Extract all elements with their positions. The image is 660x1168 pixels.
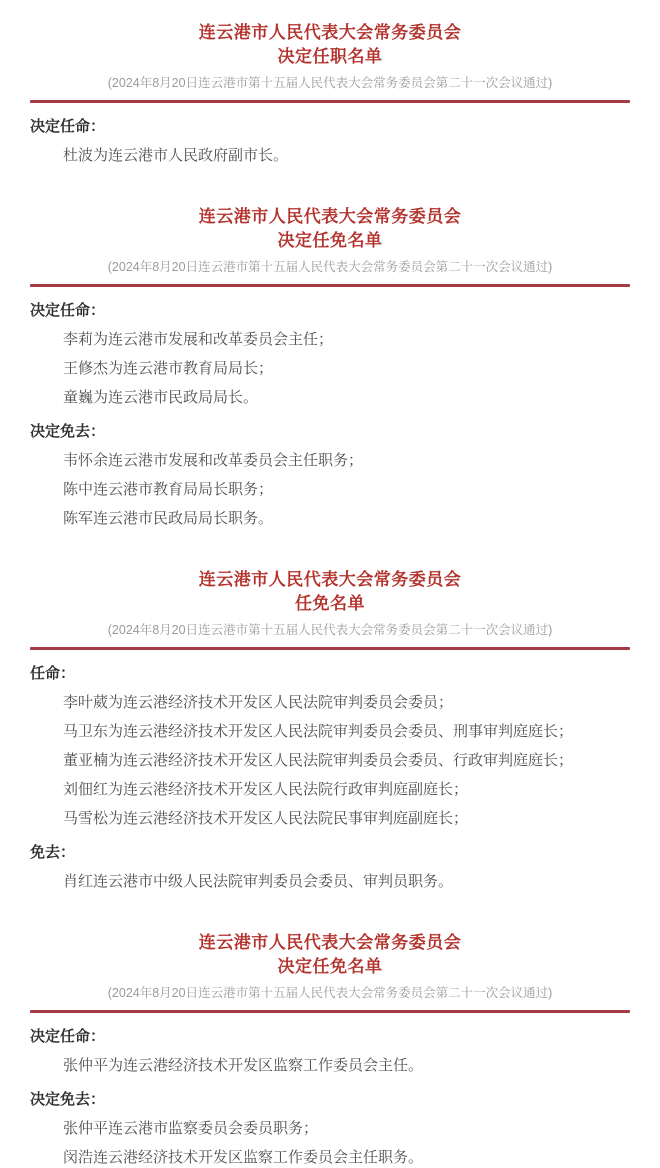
block-label-remove: 决定免去： — [30, 1091, 106, 1108]
list-item: 王修杰为连云港市教育局局长； — [63, 360, 274, 377]
list-item: 陈军连云港市民政局局长职务。 — [63, 510, 274, 527]
section-title: 连云港市人民代表大会常务委员会 — [198, 933, 462, 952]
red-divider-line — [30, 284, 630, 287]
meeting-date-line: (2024年8月20日连云港市第十五届人民代表大会常务委员会第二十一次会议通过) — [107, 623, 553, 637]
list-item: 董亚楠为连云港经济技术开发区人民法院审判委员会委员、行政审判庭庭长； — [63, 752, 574, 769]
block-label-remove: 决定免去： — [30, 423, 106, 440]
list-item: 童巍为连云港市民政局局长。 — [63, 389, 259, 406]
list-item: 韦怀余连云港市发展和改革委员会主任职务； — [63, 452, 364, 469]
block-label-appoint: 决定任命： — [30, 118, 106, 135]
red-divider-line — [30, 1010, 630, 1013]
list-item: 张仲平连云港市监察委员会委员职务； — [63, 1120, 319, 1137]
meeting-date-line: (2024年8月20日连云港市第十五届人民代表大会常务委员会第二十一次会议通过) — [107, 76, 553, 90]
list-item: 李莉为连云港市发展和改革委员会主任； — [63, 331, 334, 348]
meeting-date-line: (2024年8月20日连云港市第十五届人民代表大会常务委员会第二十一次会议通过) — [107, 986, 553, 1000]
section-subtitle: 决定任职名单 — [277, 47, 383, 66]
notice-section-supervision-decision — [0, 932, 660, 1168]
section-subtitle: 决定任免名单 — [277, 231, 383, 250]
section-subtitle: 决定任免名单 — [277, 957, 383, 976]
meeting-date-line: (2024年8月20日连云港市第十五届人民代表大会常务委员会第二十一次会议通过) — [107, 260, 553, 274]
list-item: 张仲平为连云港经济技术开发区监察工作委员会主任。 — [63, 1057, 424, 1074]
section-title: 连云港市人民代表大会常务委员会 — [198, 207, 462, 226]
notice-section-appoint-remove-decision — [0, 206, 660, 529]
list-item: 肖红连云港市中级人民法院审判委员会委员、审判员职务。 — [63, 873, 454, 890]
notice-section-appoint-remove — [0, 569, 660, 892]
list-item: 马卫东为连云港经济技术开发区人民法院审判委员会委员、刑事审判庭庭长； — [63, 723, 574, 740]
section-title: 连云港市人民代表大会常务委员会 — [198, 23, 462, 42]
notice-section-appointment-decision — [0, 22, 660, 166]
red-divider-line — [30, 647, 630, 650]
section-title: 连云港市人民代表大会常务委员会 — [198, 570, 462, 589]
block-label-appoint: 决定任命： — [30, 302, 106, 319]
section-subtitle: 任免名单 — [295, 594, 365, 613]
block-label-remove: 免去： — [30, 844, 76, 861]
list-item: 马雪松为连云港经济技术开发区人民法院民事审判庭副庭长； — [63, 810, 469, 827]
list-item: 陈中连云港市教育局局长职务； — [63, 481, 274, 498]
block-label-appoint: 任命： — [30, 665, 76, 682]
red-divider-line — [30, 100, 630, 103]
list-item: 杜波为连云港市人民政府副市长。 — [63, 147, 289, 164]
list-item: 刘佃红为连云港经济技术开发区人民法院行政审判庭副庭长； — [63, 781, 469, 798]
block-label-appoint: 决定任命： — [30, 1028, 106, 1045]
list-item: 李叶葳为连云港经济技术开发区人民法院审判委员会委员； — [63, 694, 454, 711]
list-item: 闵浩连云港经济技术开发区监察工作委员会主任职务。 — [63, 1149, 424, 1166]
